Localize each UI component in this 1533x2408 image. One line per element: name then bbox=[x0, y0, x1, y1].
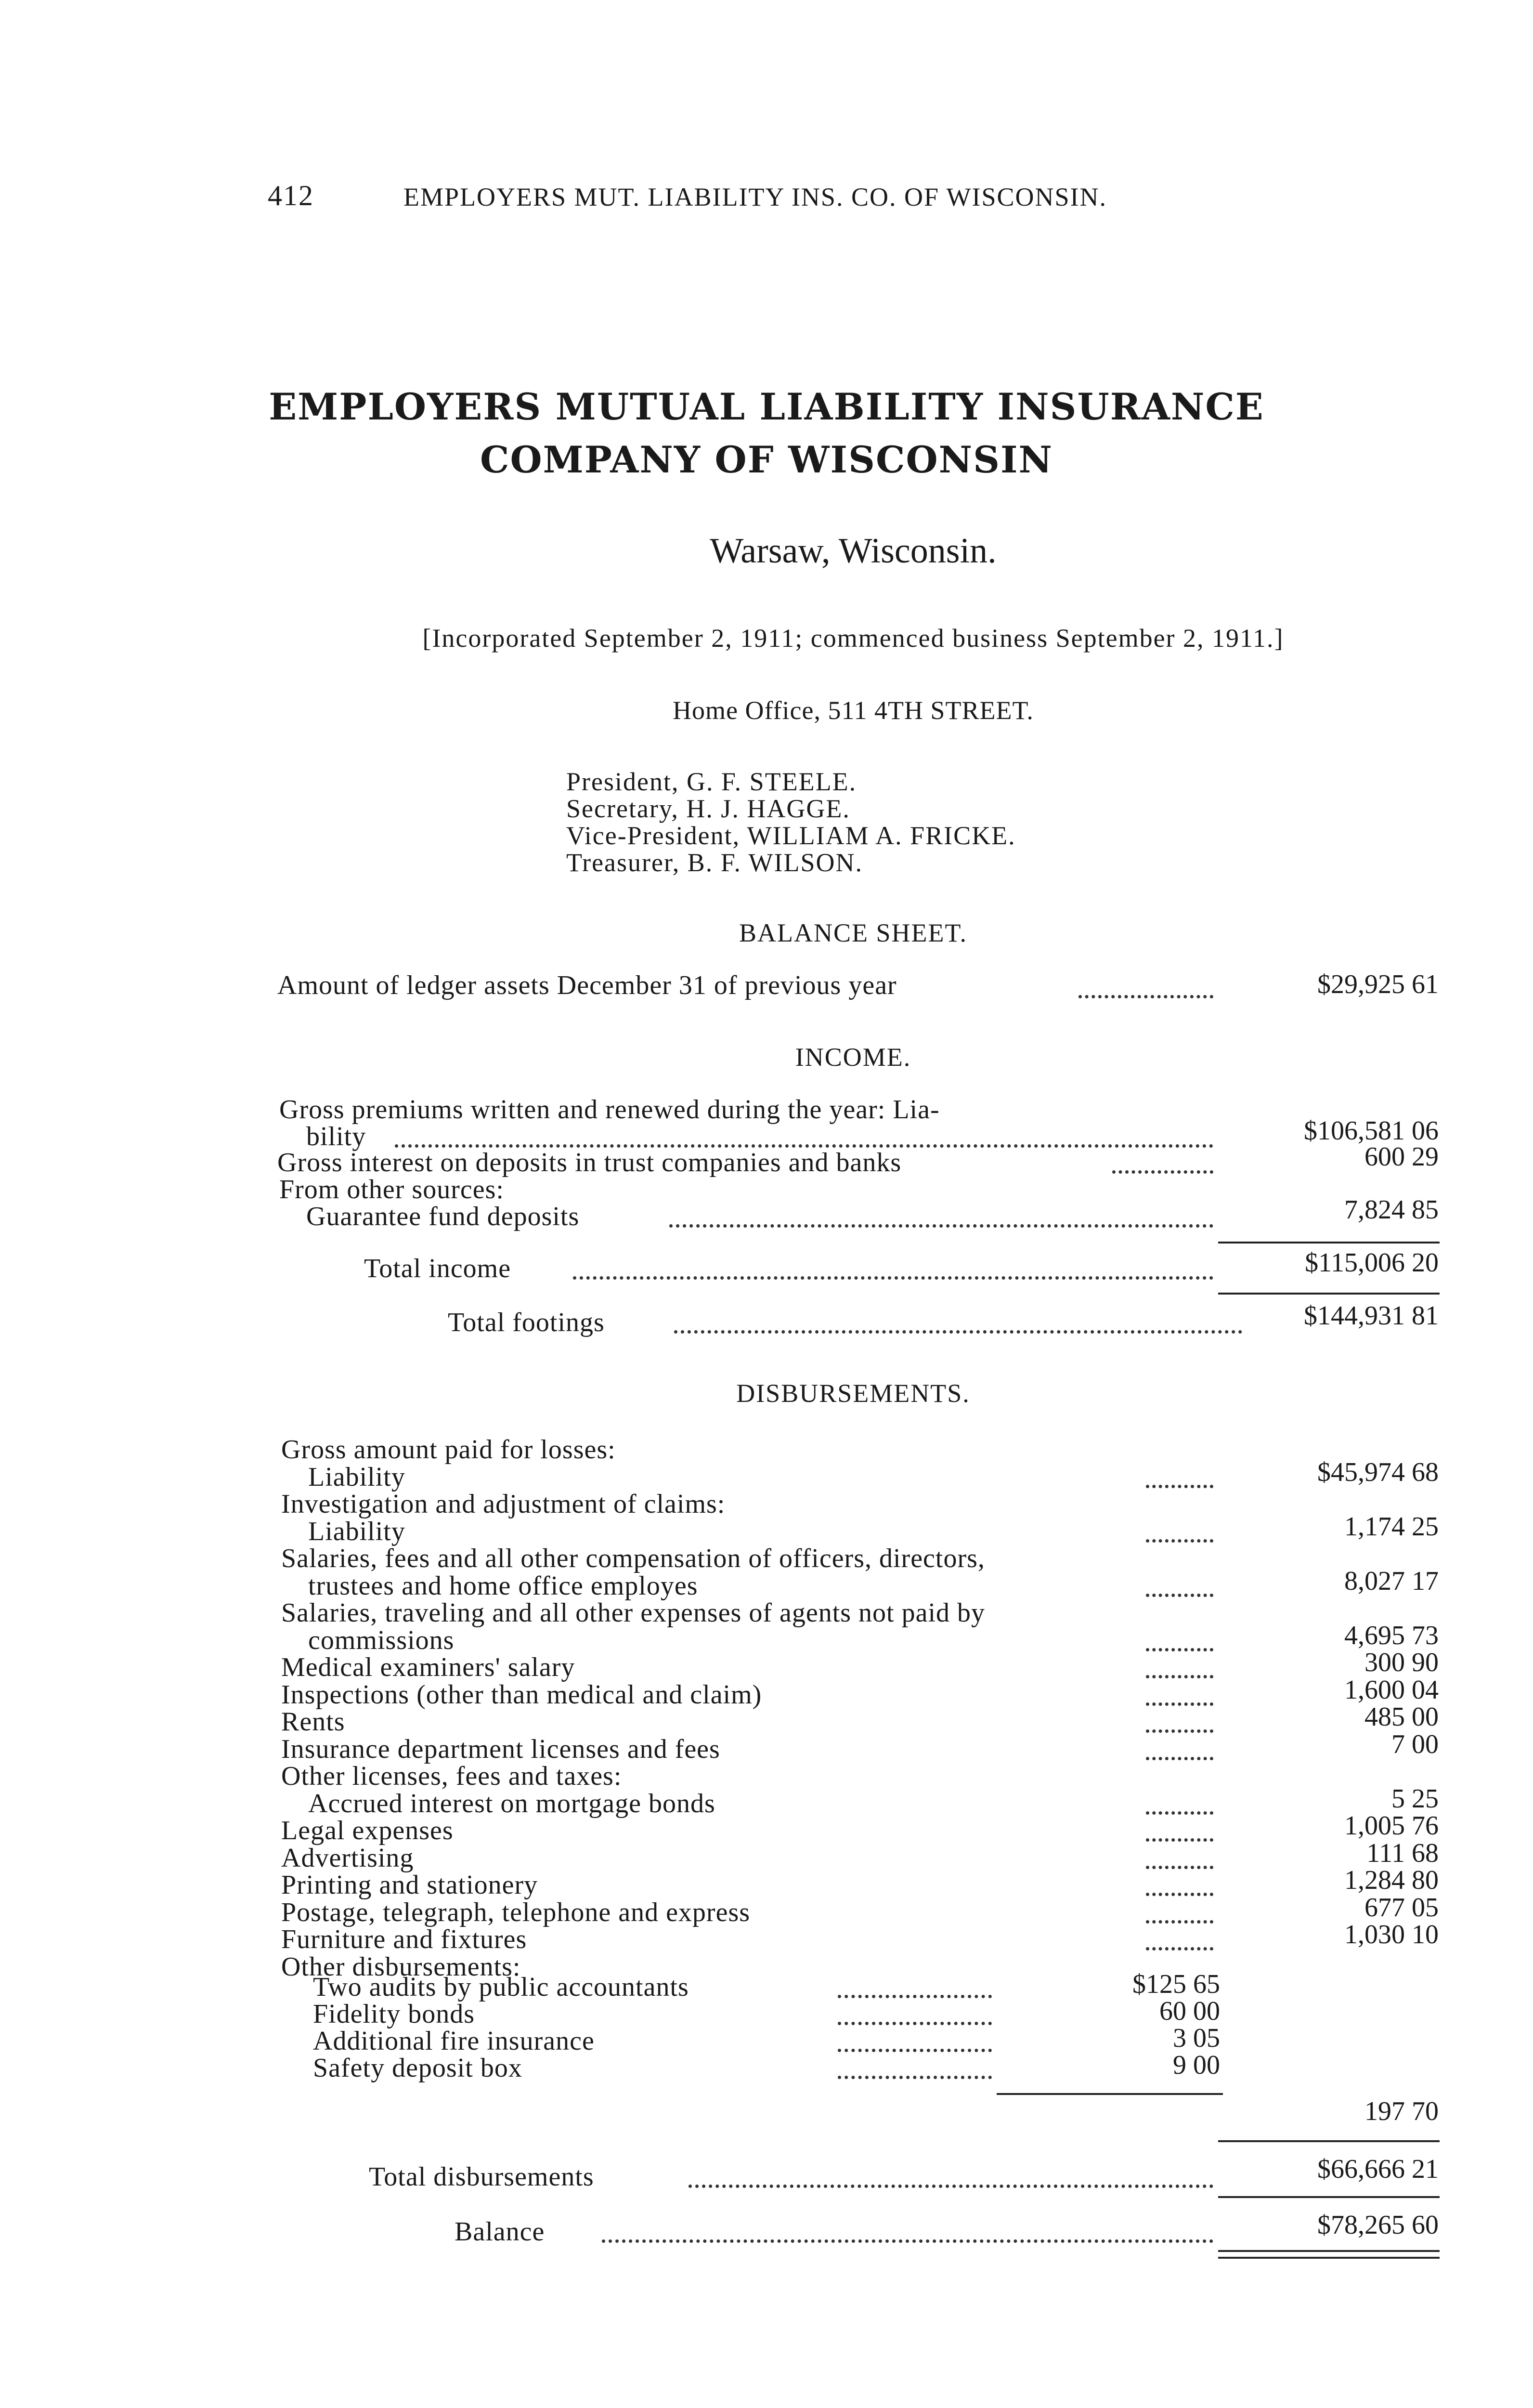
home-office: Home Office, 511 4TH STREET. bbox=[673, 696, 1034, 725]
disbursement-label: commissions bbox=[308, 1625, 455, 1655]
disbursement-label: Furniture and fixtures bbox=[281, 1924, 527, 1954]
page-number: 412 bbox=[268, 180, 314, 211]
disbursement-label: trustees and home office employes bbox=[308, 1571, 698, 1601]
sub-rule bbox=[997, 2093, 1223, 2095]
leader-dots bbox=[1146, 1947, 1213, 1950]
sum-rule bbox=[1218, 2140, 1440, 2142]
income-label: bility bbox=[306, 1122, 366, 1152]
disbursement-label: Salaries, traveling and all other expenses of agents not paid by bbox=[281, 1598, 986, 1628]
leader-dots bbox=[1146, 1539, 1213, 1543]
sum-rule bbox=[1218, 1242, 1440, 1243]
double-rule-top bbox=[1218, 2250, 1440, 2252]
disbursement-label: Other licenses, fees and taxes: bbox=[281, 1761, 622, 1791]
other-disbursement-label: Safety deposit box bbox=[313, 2053, 522, 2083]
disbursement-value: 1,284 80 bbox=[1344, 1865, 1439, 1895]
disbursement-label: Liability bbox=[308, 1462, 405, 1492]
leader-dots bbox=[602, 2239, 1213, 2243]
company-name-line2: COMPANY OF WISCONSIN bbox=[480, 438, 1053, 481]
leader-dots bbox=[1146, 1702, 1213, 1706]
other-disbursement-value: 3 05 bbox=[1173, 2023, 1220, 2053]
disbursement-value: 111 68 bbox=[1366, 1838, 1439, 1868]
other-disbursement-label: Two audits by public accountants bbox=[313, 1972, 689, 2002]
leader-dots bbox=[1146, 1838, 1213, 1842]
sum-rule bbox=[1218, 1293, 1440, 1295]
officer-secretary: Secretary, H. J. HAGGE. bbox=[566, 794, 850, 823]
officer-treasurer: Treasurer, B. F. WILSON. bbox=[566, 848, 863, 877]
disbursement-label: Liability bbox=[308, 1517, 405, 1546]
running-title: EMPLOYERS MUT. LIABILITY INS. CO. OF WISCONSIN. bbox=[403, 183, 1107, 211]
disbursement-value: 4,695 73 bbox=[1344, 1621, 1439, 1650]
other-disbursement-value: 9 00 bbox=[1173, 2050, 1220, 2080]
leader-dots bbox=[689, 2185, 1213, 2188]
disbursement-value: 485 00 bbox=[1364, 1702, 1439, 1732]
officer-vice-president: Vice-President, WILLIAM A. FRICKE. bbox=[566, 821, 1016, 850]
disbursement-value: 1,005 76 bbox=[1344, 1811, 1439, 1841]
disbursement-label: Postage, telegraph, telephone and express bbox=[281, 1898, 751, 1927]
other-disbursement-label: Fidelity bonds bbox=[313, 1999, 475, 2029]
leader-dots bbox=[838, 1995, 992, 1998]
disbursement-value: 7 00 bbox=[1391, 1729, 1439, 1759]
leader-dots bbox=[1146, 1811, 1213, 1815]
other-disbursement-value: $125 65 bbox=[1132, 1969, 1220, 1999]
total-disbursements-value: $66,666 21 bbox=[1317, 2154, 1439, 2184]
leader-dots bbox=[838, 2022, 992, 2025]
disbursements-heading: DISBURSEMENTS. bbox=[736, 1379, 970, 1408]
income-heading: INCOME. bbox=[795, 1043, 911, 1072]
leader-dots bbox=[1146, 1866, 1213, 1869]
disbursement-value: 1,600 04 bbox=[1344, 1675, 1439, 1705]
balance-sheet-heading: BALANCE SHEET. bbox=[739, 918, 967, 947]
leader-dots bbox=[1146, 1648, 1213, 1651]
disbursement-label: Salaries, fees and all other compensation of officers, directors, bbox=[281, 1544, 985, 1573]
disbursement-label: Accrued interest on mortgage bonds bbox=[308, 1789, 715, 1819]
disbursement-label: Inspections (other than medical and claim) bbox=[281, 1680, 762, 1710]
ledger-assets-value: $29,925 61 bbox=[1317, 969, 1439, 999]
officer-president: President, G. F. STEELE. bbox=[566, 767, 857, 796]
income-label: Guarantee fund deposits bbox=[306, 1202, 580, 1231]
balance-label: Balance bbox=[455, 2217, 545, 2247]
leader-dots bbox=[838, 2076, 992, 2079]
disbursement-value: 1,174 25 bbox=[1344, 1512, 1439, 1542]
leader-dots bbox=[838, 2049, 992, 2052]
leader-dots bbox=[1146, 1729, 1213, 1733]
company-name-line1: EMPLOYERS MUTUAL LIABILITY INSURANCE bbox=[269, 385, 1264, 428]
leader-dots bbox=[1146, 1920, 1213, 1924]
total-footings-label: Total footings bbox=[448, 1308, 605, 1337]
leader-dots bbox=[573, 1276, 1213, 1280]
leader-dots bbox=[1146, 1675, 1213, 1678]
disbursement-label: Medical examiners' salary bbox=[281, 1652, 575, 1682]
leader-dots bbox=[1112, 1170, 1213, 1174]
leader-dots bbox=[1146, 1485, 1213, 1488]
disbursement-value: 677 05 bbox=[1364, 1893, 1439, 1923]
disbursement-value: 300 90 bbox=[1364, 1648, 1439, 1677]
disbursement-label: Rents bbox=[281, 1707, 345, 1737]
ledger-assets-label: Amount of ledger assets December 31 of previous year bbox=[277, 970, 897, 1000]
incorporation-note: [Incorporated September 2, 1911; commenced business September 2, 1911.] bbox=[422, 624, 1284, 653]
leader-dots bbox=[1078, 995, 1213, 998]
disbursement-value: $45,974 68 bbox=[1317, 1457, 1439, 1487]
income-value: $106,581 06 bbox=[1304, 1116, 1439, 1146]
balance-value: $78,265 60 bbox=[1317, 2210, 1439, 2240]
disbursement-label: Insurance department licenses and fees bbox=[281, 1734, 720, 1764]
other-disbursement-value: 60 00 bbox=[1159, 1996, 1220, 2026]
disbursement-label: Printing and stationery bbox=[281, 1870, 538, 1900]
income-value: 600 29 bbox=[1364, 1142, 1439, 1172]
sum-rule bbox=[1218, 2196, 1440, 2198]
leader-dots bbox=[674, 1330, 1242, 1334]
disbursement-label: Gross amount paid for losses: bbox=[281, 1435, 616, 1465]
total-footings-value: $144,931 81 bbox=[1304, 1301, 1439, 1331]
disbursement-value: 5 25 bbox=[1391, 1784, 1439, 1814]
other-disbursement-label: Additional fire insurance bbox=[313, 2026, 595, 2056]
disbursement-value: 1,030 10 bbox=[1344, 1920, 1439, 1950]
income-label: Gross premiums written and renewed during the year: Lia- bbox=[279, 1095, 940, 1125]
leader-dots bbox=[1146, 1594, 1213, 1597]
disbursement-label: Investigation and adjustment of claims: bbox=[281, 1489, 726, 1519]
disbursement-value: 8,027 17 bbox=[1344, 1566, 1439, 1596]
disbursement-label: Legal expenses bbox=[281, 1816, 454, 1845]
income-label: Gross interest on deposits in trust companies and banks bbox=[277, 1148, 902, 1178]
disbursement-label: Advertising bbox=[281, 1843, 414, 1873]
other-disbursements-total: 197 70 bbox=[1364, 2096, 1439, 2126]
total-income-label: Total income bbox=[364, 1254, 511, 1283]
double-rule-bottom bbox=[1218, 2257, 1440, 2259]
leader-dots bbox=[1146, 1893, 1213, 1896]
leader-dots bbox=[1146, 1757, 1213, 1760]
total-disbursements-label: Total disbursements bbox=[369, 2162, 594, 2192]
income-value: 7,824 85 bbox=[1344, 1195, 1439, 1225]
company-location: Warsaw, Wisconsin. bbox=[710, 531, 997, 571]
disbursement-label: Other disbursements: bbox=[281, 1952, 521, 1982]
income-label: From other sources: bbox=[279, 1175, 504, 1204]
total-income-value: $115,006 20 bbox=[1305, 1248, 1439, 1278]
leader-dots bbox=[669, 1224, 1213, 1228]
